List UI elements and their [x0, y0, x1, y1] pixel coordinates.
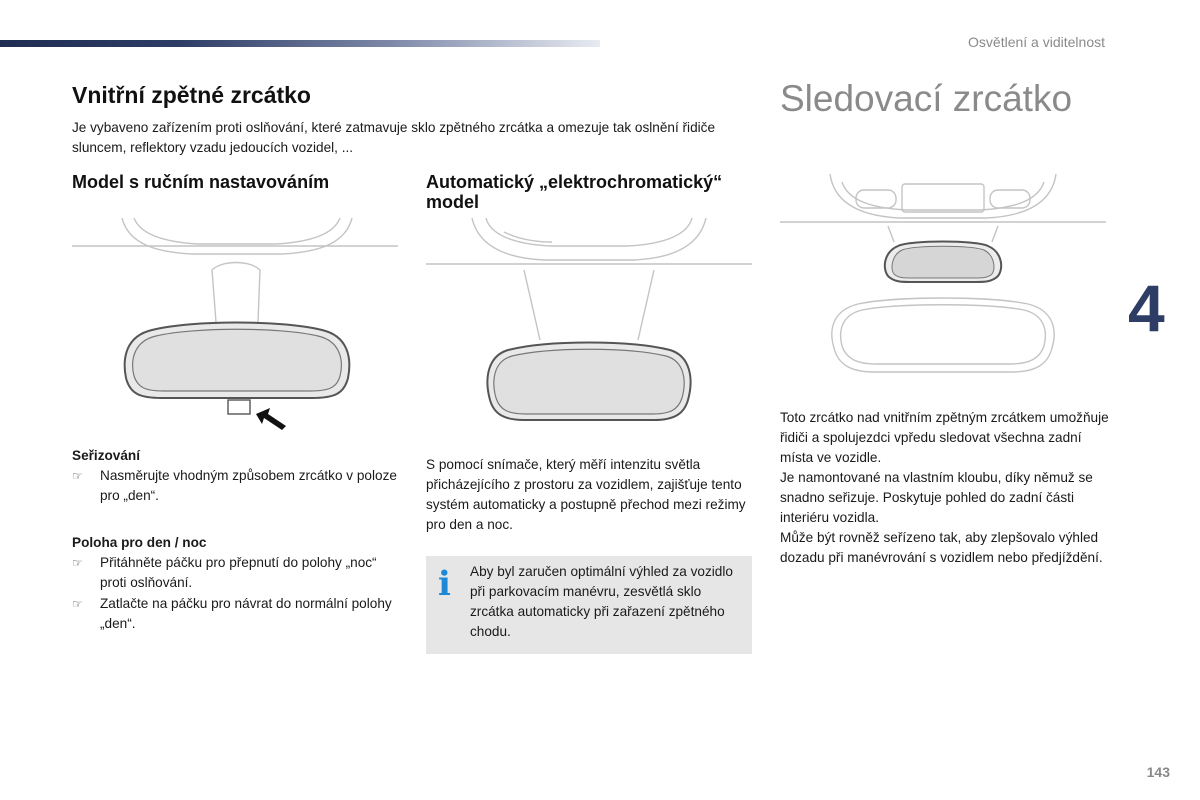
pointing-hand-icon: ☞ — [72, 469, 83, 483]
tracking-text-1: Toto zrcátko nad vnitřním zpětným zrcátkem umožňuje řidiči a spolujezdci vpředu sledovat všechna zadní místa ve vozidle. — [780, 410, 1109, 465]
mirror-glass-manual — [125, 323, 350, 399]
page-number: 143 — [1146, 764, 1170, 780]
info-box — [426, 556, 752, 654]
arrow-icon — [256, 408, 286, 430]
mirror-glass-auto — [487, 343, 690, 421]
manual-mirror-illustration — [72, 218, 398, 438]
daynight-bullet-text: Přitáhněte páčku pro přepnutí do polohy „noc“ proti oslňování. — [100, 555, 377, 590]
adjust-bullet-text: Nasměrujte vhodným způsobem zrcátko v poloze pro „den“. — [100, 468, 397, 503]
tracking-mirror-illustration — [780, 172, 1106, 384]
info-icon: i — [438, 564, 451, 604]
intro-text: Je vybaveno zařízením proti oslňování, které zatmavuje sklo zpětného zrcátka a omezuje tak oslnění řidiče sluncem, reflektory vzadu jedoucích vozidel, ... — [72, 120, 716, 155]
adjust-bullet — [72, 466, 400, 506]
daynight-bullet-2 — [72, 594, 400, 634]
tracking-mirror-glass — [885, 242, 1001, 283]
section-title: Osvětlení a viditelnost — [968, 34, 1105, 50]
tracking-text-2: Je namontované na vlastním kloubu, díky němuž se snadno seřizuje. Poskytuje pohled do zadní části interiéru vozidla. — [780, 470, 1093, 525]
day-night-lever — [228, 400, 250, 414]
header-bar — [0, 40, 600, 47]
daynight-bullet-1 — [72, 553, 400, 593]
daynight-bullet-text: Zatlačte na páčku pro návrat do normální polohy „den“. — [100, 596, 392, 631]
chapter-number: 4 — [1128, 271, 1165, 345]
info-text: Aby byl zaručen optimální výhled za vozidlo při parkovacím manévru, zesvětlá sklo zrcátka automaticky při zařazení zpětného chodu. — [470, 564, 733, 639]
adjust-label: Seřizování — [72, 448, 140, 463]
pointing-hand-icon: ☞ — [72, 597, 83, 611]
auto-description: S pomocí snímače, který měří intenzitu světla přicházejícího z prostoru za vozidlem, zajišťuje tento systém automaticky a postupně přechod mezi režimy pro den a noc. — [426, 457, 746, 532]
manual-model-heading: Model s ručním nastavováním — [72, 172, 330, 192]
pointing-hand-icon: ☞ — [72, 556, 83, 570]
auto-mirror-illustration — [426, 218, 752, 440]
tracking-mirror-title: Sledovací zrcátko — [780, 78, 1073, 119]
daynight-label: Poloha pro den / noc — [72, 535, 207, 550]
auto-model-heading: Automatický „elektrochromatický“ model — [426, 172, 723, 212]
main-heading: Vnitřní zpětné zrcátko — [72, 82, 311, 108]
tracking-text-3: Může být rovněž seřízeno tak, aby zlepšovalo výhled dozadu při manévrování s vozidlem nebo předjíždění. — [780, 530, 1103, 565]
